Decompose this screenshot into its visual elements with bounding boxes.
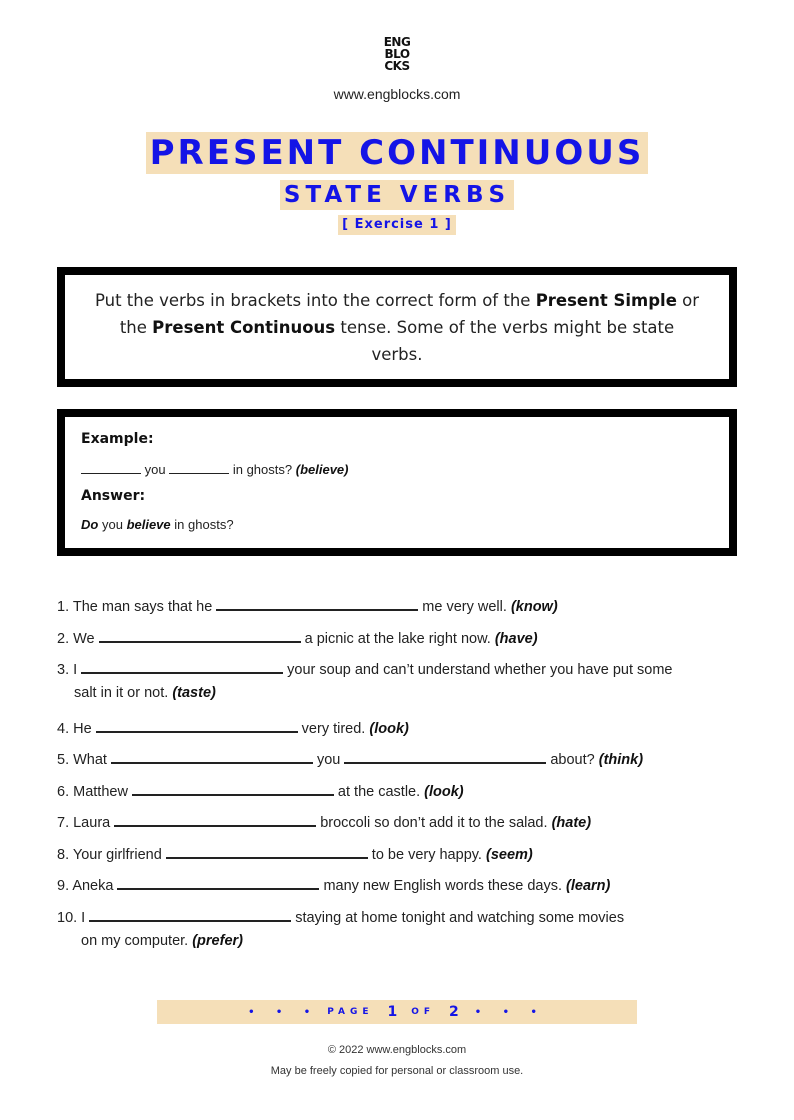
pager-total: 2 <box>449 1004 459 1020</box>
question-10-continued: on my computer. (prefer) <box>81 933 243 949</box>
question-7: 7. Laura broccoli so don’t add it to the salad. (hate) <box>57 811 591 831</box>
engblocks-logo <box>0 36 794 72</box>
answer-blank[interactable] <box>96 717 298 733</box>
answer-blank[interactable] <box>132 780 334 796</box>
answer-blank[interactable] <box>111 748 313 764</box>
example-box <box>57 409 737 556</box>
question-5: 5. What you about? (think) <box>57 748 643 768</box>
exercise-label: [ Exercise 1 ] <box>338 215 456 235</box>
site-url: www.engblocks.com <box>333 86 461 102</box>
answer-blank[interactable] <box>89 906 291 922</box>
question-8: 8. Your girlfriend to be very happy. (seem) <box>57 843 533 863</box>
example-blank-1 <box>81 461 141 474</box>
example-label: Example: <box>81 431 154 447</box>
instructions-box <box>57 267 737 387</box>
answer-label: Answer: <box>81 488 146 504</box>
pager-page-word: PAGE <box>327 1007 374 1017</box>
copyright: © 2022 www.engblocks.com <box>327 1044 467 1056</box>
answer-blank[interactable] <box>114 811 316 827</box>
answer-blank[interactable] <box>344 748 546 764</box>
answer-blank[interactable] <box>81 658 283 674</box>
question-10: 10. I staying at home tonight and watching some movies <box>57 906 624 926</box>
question-6: 6. Matthew at the castle. (look) <box>57 780 464 800</box>
logo-line-3: CKS <box>384 59 410 73</box>
example-blank-2 <box>169 461 229 474</box>
question-3: 3. I your soup and can’t understand whether you have put some <box>57 658 672 678</box>
pager-dots-left: • • • <box>248 1006 320 1018</box>
question-1: 1. The man says that he me very well. (know) <box>57 595 558 615</box>
answer-blank[interactable] <box>117 874 319 890</box>
page-title: PRESENT CONTINUOUS <box>146 132 649 174</box>
pager-dots-right: • • • <box>474 1006 546 1018</box>
logo-line-2: BLO <box>384 47 410 61</box>
license-note: May be freely copied for personal or classroom use. <box>270 1065 524 1077</box>
question-3-continued: salt in it or not. (taste) <box>74 685 216 701</box>
answer-blank[interactable] <box>166 843 368 859</box>
answer-sentence: Do you believe in ghosts? <box>81 517 234 532</box>
answer-blank[interactable] <box>99 627 301 643</box>
pager-current: 1 <box>387 1004 398 1020</box>
answer-blank[interactable] <box>216 595 418 611</box>
instructions-text: Put the verbs in brackets into the correct form of the Present Simple or the Present Continuous tense. Some of the verbs might be state verbs. <box>94 290 700 364</box>
logo-line-1: ENG <box>383 35 411 49</box>
question-9: 9. Aneka many new English words these days. (learn) <box>57 874 610 894</box>
page-subtitle: STATE VERBS <box>280 180 514 210</box>
example-sentence: you in ghosts? (believe) <box>81 461 348 477</box>
question-2: 2. We a picnic at the lake right now. (have) <box>57 627 538 647</box>
page-indicator <box>157 1000 637 1024</box>
question-4: 4. He very tired. (look) <box>57 717 409 737</box>
pager-of-word: OF <box>411 1007 436 1017</box>
